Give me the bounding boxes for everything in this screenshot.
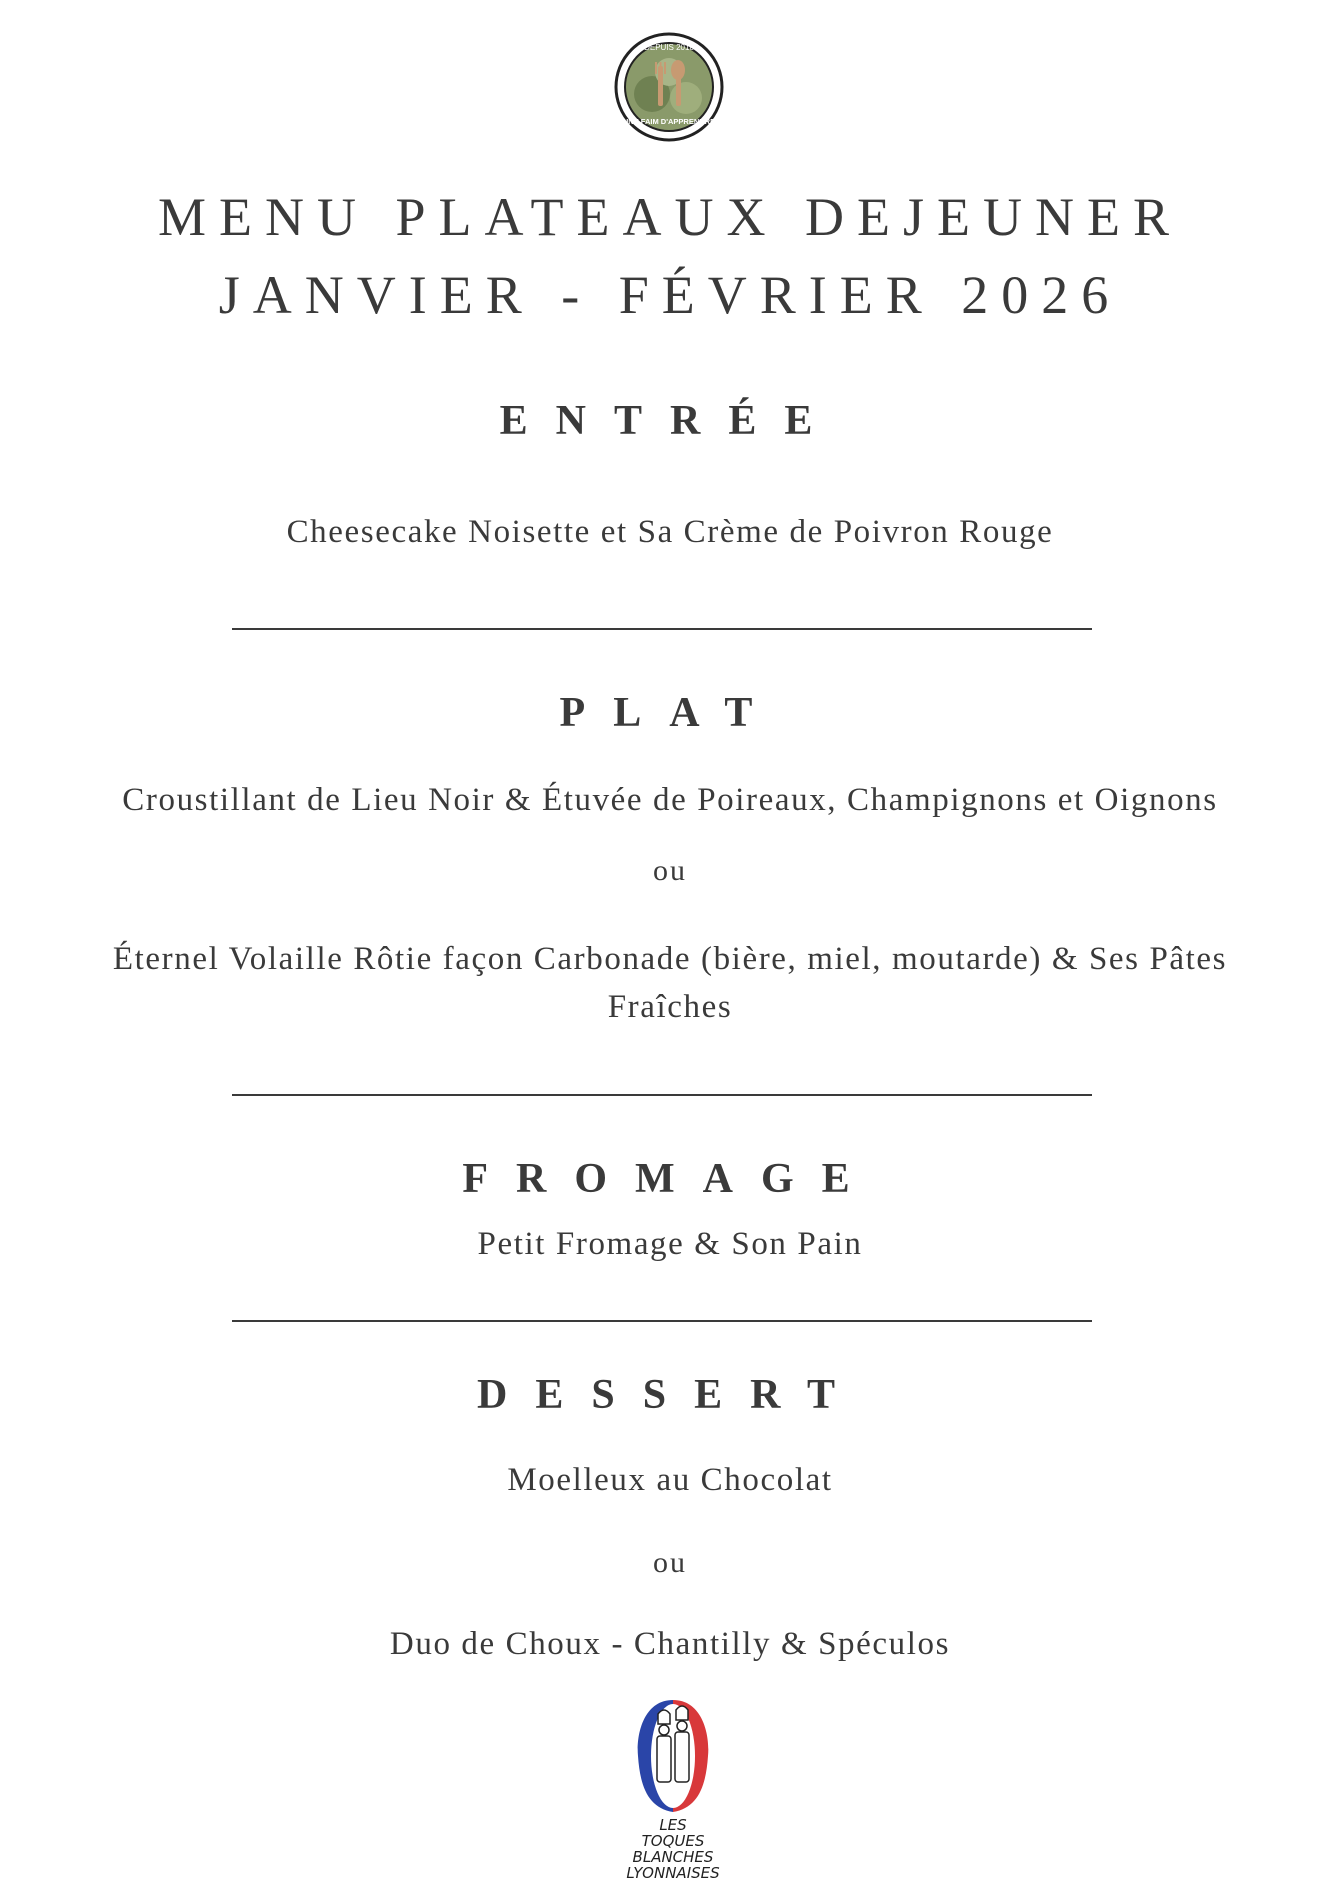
plat-item-1: Croustillant de Lieu Noir & Étuvée de Poireaux, Champignons et Oignons	[122, 782, 1218, 818]
section-title-plat: PLAT	[559, 690, 781, 736]
divider	[232, 1320, 1092, 1322]
dessert-item-1: Moelleux au Chocolat	[507, 1462, 833, 1498]
menu-title-line1: MENU PLATEAUX DEJEUNER	[158, 187, 1182, 247]
logo-ring-text-top: DEPUIS 2018	[644, 43, 694, 52]
section-title-fromage: FROMAGE	[462, 1156, 878, 1202]
section-title-dessert: DESSERT	[477, 1372, 863, 1418]
section-title-entree: ENTRÉE	[499, 398, 841, 444]
logo-text-lyonnaises: LYONNAISES	[626, 1864, 720, 1882]
logo-text-toques: TOQUES	[641, 1832, 705, 1850]
plat-or-separator: ou	[653, 854, 687, 887]
logo-text-blanches: BLANCHES	[632, 1848, 714, 1866]
divider	[232, 628, 1092, 630]
logo-text-les: LES	[659, 1816, 687, 1834]
logo-ring-text-bottom: UNE FAIM D'APPRENDRE	[622, 117, 716, 126]
entree-item: Cheesecake Noisette et Sa Crème de Poivron Rouge	[286, 514, 1054, 550]
plat-item-2-line1: Éternel Volaille Rôtie façon Carbonade (bière, miel, moutarde) & Ses Pâtes	[112, 941, 1228, 977]
menu-title-line2: JANVIER - FÉVRIER 2026	[218, 265, 1122, 325]
fromage-item: Petit Fromage & Son Pain	[477, 1226, 863, 1262]
restaurant-logo	[614, 32, 724, 142]
plat-item-2-line2: Fraîches	[607, 989, 733, 1025]
toques-blanches-logo	[588, 1696, 758, 1886]
divider	[232, 1094, 1092, 1096]
dessert-item-2: Duo de Choux - Chantilly & Spéculos	[389, 1626, 951, 1662]
dessert-or-separator: ou	[653, 1546, 687, 1579]
